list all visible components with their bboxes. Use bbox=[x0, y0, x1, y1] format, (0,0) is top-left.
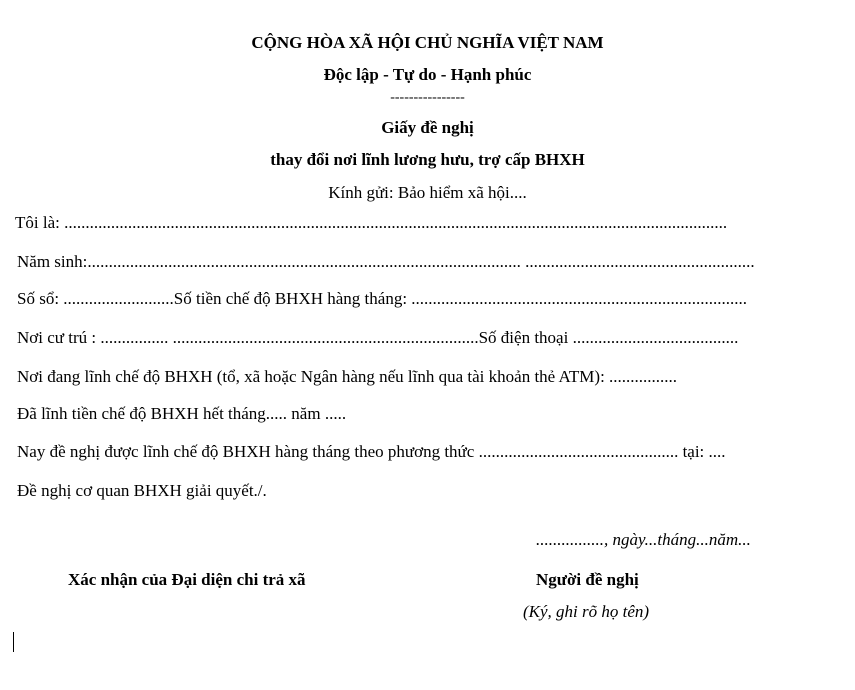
date-line: ................, ngày...tháng...năm... bbox=[536, 530, 751, 549]
text-cursor bbox=[13, 632, 14, 652]
addressee: Kính gửi: Bảo hiểm xã hội.... bbox=[328, 183, 527, 202]
book-number-field: Số sổ: ..........................Số tiền chế độ BHXH hàng tháng: ............................................................................... bbox=[17, 289, 748, 308]
right-signature-title: Người đề nghị bbox=[536, 570, 639, 589]
current-payment-place-field: Nơi đang lĩnh chế độ BHXH (tổ, xã hoặc Ngân hàng nếu lĩnh qua tài khoản thẻ ATM): ................ bbox=[17, 367, 678, 386]
request-method-field: Nay đề nghị được lĩnh chế độ BHXH hàng tháng theo phương thức ............................................... tại: .... bbox=[17, 442, 726, 461]
birth-year-field: Năm sinh:...................................................................................................... ...................................................... bbox=[17, 252, 755, 271]
national-title: CỘNG HÒA XÃ HỘI CHỦ NGHĨA VIỆT NAM bbox=[251, 33, 604, 52]
signature-note: (Ký, ghi rõ họ tên) bbox=[523, 602, 650, 621]
residence-field: Nơi cư trú : ................ ........................................................................Số điện thoại ....................................... bbox=[17, 328, 739, 347]
closing-request: Đề nghị cơ quan BHXH giải quyết./. bbox=[17, 481, 267, 500]
header-divider: ---------------- bbox=[390, 90, 465, 105]
name-field: Tôi là: ............................................................................................................................................................ bbox=[15, 213, 728, 232]
document-subtitle: thay đổi nơi lĩnh lương hưu, trợ cấp BHXH bbox=[270, 150, 585, 169]
paid-until-field: Đã lĩnh tiền chế độ BHXH hết tháng..... năm ..... bbox=[17, 404, 347, 423]
left-signature-title: Xác nhận của Đại diện chi trả xã bbox=[68, 570, 306, 589]
document-title: Giấy đề nghị bbox=[381, 118, 474, 137]
motto: Độc lập - Tự do - Hạnh phúc bbox=[323, 65, 532, 84]
